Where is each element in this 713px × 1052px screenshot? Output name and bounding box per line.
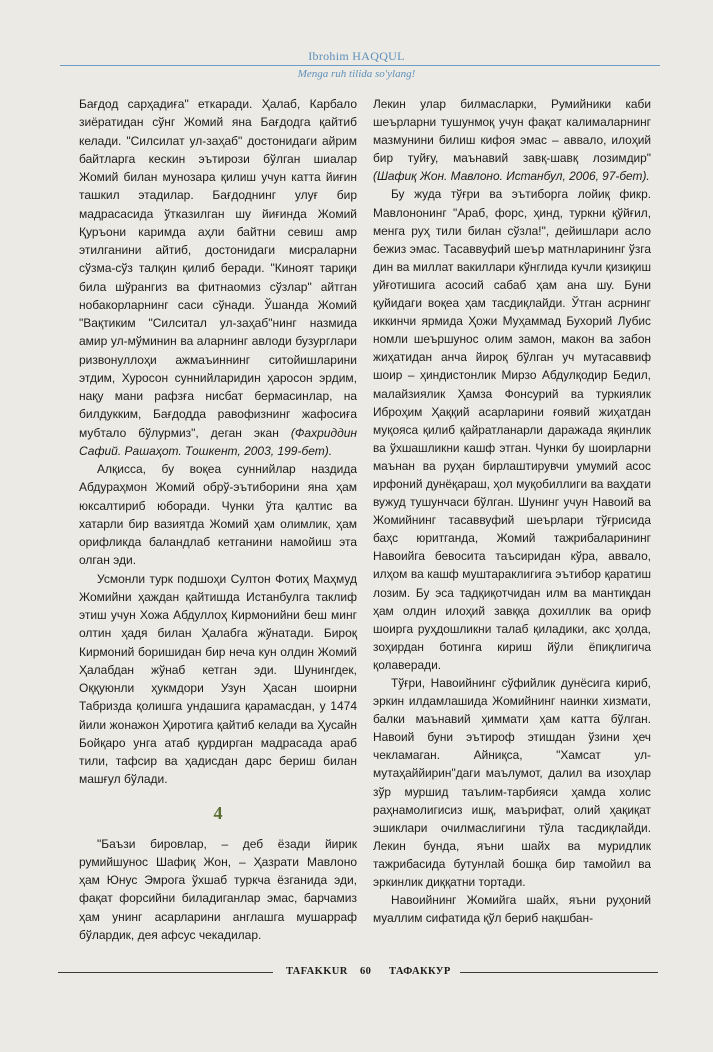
running-header-title: Menga ruh tilida so'ylang!: [297, 68, 416, 80]
section-number: 4: [213, 802, 223, 823]
paragraph: Навоийнинг Жомийга шайх, яъни руҳоний муаллим сифатида қўл бериб нақшбан-: [373, 893, 651, 926]
paragraph: [79, 95, 357, 460]
citation: (Фахриддин Сафий. Рашаҳот. Тошкент, 2003, 199-бет).: [79, 425, 357, 458]
paragraph-text: Бағдод сарҳадиға" еткаради. Ҳалаб, Карбало зиёратидан сўнг Жомий яна Бағдодга қайтиб келади. "Силсилат ул-заҳаб" достонидаги айрим байтларга кескин эътирози бўлган шиалар Жомий билан мунозара қилиш учун катта йиғин ташкил этадилар. Бағдоднинг улуғ бир мадрасасида ўтказилган шу йиғинда Жомий Қуръони каримда аҳли байтни севиш амр этилганини айтиб, достонидаги мисраларни сўзма-сўз талқин қилиб беради. "Киноят тариқи била шўрангиз ва фитнаомиз сўзлар" айтган нобакорларнинг саси сўнади. Ўшанда Жомий "Вақтиким "Силситал ул-заҳаб"нинг назмида амир ул-мўминин ва аларнинг авлоди бузурглари ризвонуллоҳи ажмаъиннинг ситойишларини этдим, Хуросон суннийларидин ҳаросон эрдим, нақу мани рафзға нисбат бермасинлар, на билдукким, Бағдодда равофизнинг жафосиға мубтало бўлурмиз", деган экан: [79, 97, 357, 440]
citation: (Шафиқ Жон. Мавлоно. Истанбул, 2006, 97-бет).: [373, 169, 650, 184]
running-header-author: Ibrohim HAQQUL: [308, 49, 405, 63]
paragraph: Усмонли турк подшоҳи Султон Фотиҳ Маҳмуд Жомийни ҳаждан қайтишда Истанбулга таклиф этиш учун Хожа Абдуллоҳ Кирмонийни беш минг олтин ҳадя билан Ҳалабга жўнатади. Бироқ Кирмоний боришидан бир неча кун олдин Жомий Ҳалабдан жўнаб кетган эди. Шунингдек, Оққуюнли ҳукмдори Узун Ҳасан шоирни Табризда қолишга ундашига қарамасдан, у 1474 йили жонажон Ҳиротига қайтиб келади ва Ҳусайн Бойқаро унга атаб қурдирган мадрасада араб тили, тафсир ва ҳадисдан дарс бериш билан машғул бўлади.: [79, 571, 357, 787]
header-rule: [60, 65, 660, 66]
footer-magazine-cyrillic: ТАФАККУР: [389, 966, 451, 977]
right-column: [373, 95, 651, 927]
page-number: 60: [360, 966, 372, 977]
paragraph: Бу жуда тўғри ва эътиборга лойиқ фикр. Мавлононинг "Араб, форс, ҳинд, туркни қўйғил, менга руҳ тили билан сўзла!", дейишлари асло бежиз эмас. Тасаввуфий шеър матнларининг ўзга дин ва миллат вакиллари кўнглида кучли қизиқиш уйғотишига асосий сабаб ҳам ана шу. Буни қуйидаги воқеа ҳам тасдиқлайди. Ўтган асрнинг иккинчи ярмида Ҳожи Муҳаммад Бухорий Лубис номли шеършунос олим замон, макон ва забон жиҳатидан анча йироқ бўлган уч мутасаввиф шоир – ҳиндистонлик Мирзо Абдулқодир Бедил, малайзиялик Ҳамза Фонсурий ва туркиялик Иброҳим Ҳаққий асарларини ғоявий жиҳатдан муқояса қилиб қайратланарли даражада яқинлик ва ўхшашликни кашф этган. Чунки бу шоирларни маънан ва руҳан бирлаштирувчи умумий асос ирфоний дунёқараш, ҳол муқобиллиги ва ваҳдати вужуд тушунчаси бўлган. Шунинг учун Навоий ва Жомийнинг тасаввуфий шеърлари тўғрисида баҳс юритганда, Жомий тажрибаларининг Навоийга бевосита таъсиридан кўра, аввало, илҳом ва кашф муштараклигига эътибор қаратиш лозим. Бу эса тадқиқотчидан илм ва мантиқдан ҳам олдин илоҳий завққа дохиллик ва ориф шоирга руҳдошликни талаб қиладики, акс ҳолда, зоҳирдан ботинга кириш йўли ёпиқлигича қолаверади.: [373, 187, 651, 672]
paragraph: "Баъзи бировлар, – деб ёзади йирик румийшунос Шафиқ Жон, – Ҳазрати Мавлоно ҳам Юнус Эмрога ўхшаб туркча ёзганида эди, фақат форсийни биладиганлар эмас, барчамиз ҳам унинг асарларини англашга мушарраф бўлардик, дея афсус чекадилар.: [79, 836, 357, 942]
footer-rule-left: [58, 972, 273, 973]
paragraph-text: Лекин улар билмасларки, Румийники каби шеърларни тушунмоқ учун фақат калималарнинг мазмунини билиш кифоя эмас – аввало, илоҳий бир туйғу, маънавий завқ-шавқ лозимдир": [373, 97, 651, 166]
page-footer: [58, 965, 658, 979]
paragraph: [373, 95, 651, 185]
footer-magazine-latin: TAFAKKUR: [286, 966, 348, 977]
footer-rule-right: [460, 972, 658, 973]
left-column: [79, 95, 357, 944]
paragraph: Алқисса, бу воқеа суннийлар наздида Абдураҳмон Жомий обрў-эътиборини яна ҳам юксалтириб юборади. Чунки ўта қалтис ва хатарли бир вазиятда Жомий ҳам олимлик, ҳам орифликда баландлаб кетганини намойиш эта олган эди.: [79, 462, 357, 568]
paragraph: Тўғри, Навоийнинг сўфийлик дунёсига кириб, эркин илдамлашида Жомийнинг наинки хизмати, балки маънавий ҳиммати ҳам катта бўлган. Навоий буни эътироф этишдан ўзини ҳеч чекламаган. Айниқса, "Хамсат ул-мутаҳаййирин"даги маълумот, далил ва изоҳлар зўр муршид таълим-тарбияси ҳамда холис раҳнамолигисиз ишқ, маърифат, олий ҳақиқат эшиклари очилмаслигини тўла тасдиқлайди. Лекин бунда, яъни шайх ва муридлик тажрибасида бутунлай бошқа бир тамойил ва эркинлик диққатни тортади.: [373, 676, 651, 890]
